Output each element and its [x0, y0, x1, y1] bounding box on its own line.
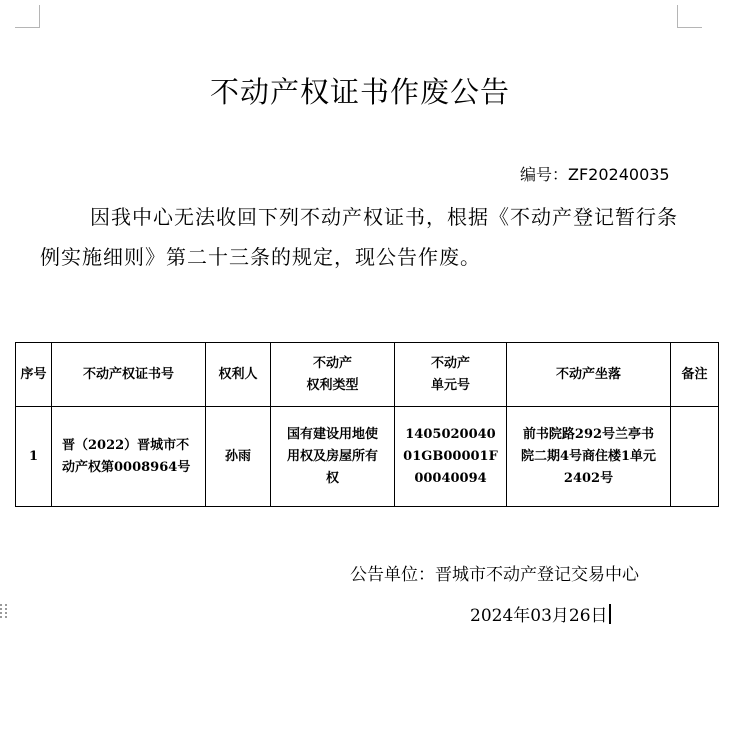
- drag-handle-icon[interactable]: [0, 604, 9, 618]
- header-holder: 权利人: [206, 343, 271, 407]
- cell-holder: 孙雨: [206, 407, 271, 507]
- header-right-type-line2: 权利类型: [306, 377, 359, 393]
- header-seq: 序号: [16, 343, 52, 407]
- cell-unit-no: 140502004001GB00001F00040094: [395, 407, 507, 507]
- text-cursor: [609, 604, 611, 624]
- cell-right-type: 国有建设用地使用权及房屋所有权: [271, 407, 395, 507]
- cell-seq: 1: [16, 407, 52, 507]
- header-cert-no: 不动产权证书号: [52, 343, 206, 407]
- header-location: 不动产坐落: [507, 343, 671, 407]
- header-remarks: 备注: [671, 343, 719, 407]
- header-right-type: [271, 343, 395, 407]
- void-certificate-table: [15, 342, 719, 507]
- date-line[interactable]: [470, 601, 611, 626]
- cell-location: 前书院路292号兰亭书院二期4号商住楼1单元2402号: [507, 407, 671, 507]
- issuer: 公告单位：晋城市不动产登记交易中心: [350, 565, 639, 585]
- document-number: 编号：ZF20240035: [520, 165, 670, 184]
- issue-date: 2024年03月26日: [470, 606, 608, 626]
- crop-mark-top-right: [677, 5, 702, 28]
- crop-mark-top-left: [15, 5, 40, 28]
- header-unit-no-line1: 不动产: [430, 355, 470, 371]
- cell-cert-no: 晋（2022）晋城市不动产权第0008964号: [52, 407, 206, 507]
- header-unit-no-line2: 单元号: [430, 377, 470, 393]
- header-right-type-line1: 不动产: [312, 355, 352, 371]
- page-title: 不动产权证书作废公告: [209, 75, 510, 109]
- table-row: [16, 407, 719, 507]
- table-header-row: [16, 343, 719, 407]
- notice-body: 因我中心无法收回下列不动产权证书，根据《不动产登记暂行条例实施细则》第二十三条的规定，现公告作废。: [40, 205, 678, 269]
- header-unit-no: [395, 343, 507, 407]
- cell-remarks: [671, 407, 719, 507]
